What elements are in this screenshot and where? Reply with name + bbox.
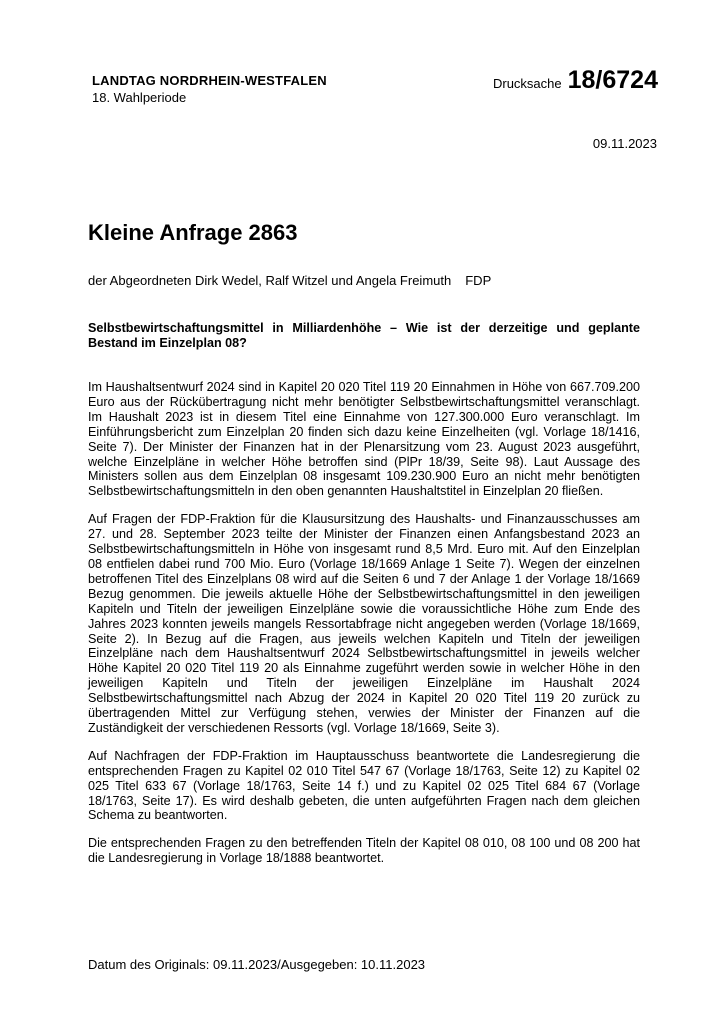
parliament-name: LANDTAG NORDRHEIN-WESTFALEN [92, 73, 327, 88]
paragraph: Die entsprechenden Fragen zu den betreffenden Titeln der Kapitel 08 010, 08 100 und 08 200 hat die Landesregierung in Vorlage 18/1888 beantwortet. [88, 836, 640, 866]
document-date: 09.11.2023 [592, 136, 657, 151]
paragraph: Auf Nachfragen der FDP-Fraktion im Hauptausschuss beantwortete die Landesregierung die entsprechenden Fragen zu Kapitel 02 010 Titel 547 67 (Vorlage 18/1763, Seite 12) zu Kapitel 02 025 Titel 633 67 (Vorlage 18/1763, Seite 14 f.) und zu Kapitel 02 025 Titel 684 67 (Vorlage 18/1763, Seite 17). Es wird deshalb gebeten, die unten aufgeführten Fragen nach dem gleichen Schema zu beantworten. [88, 748, 640, 823]
document-label: Drucksache [492, 76, 562, 91]
header-left [92, 72, 327, 106]
body-text [88, 380, 640, 879]
inquiry-subject: Selbstbewirtschaftungsmittel in Milliardenhöhe – Wie ist der derzeitige und geplante Bestand im Einzelplan 08? [88, 321, 640, 350]
authors-line [88, 273, 491, 288]
page-title: Kleine Anfrage 2863 [88, 220, 298, 245]
footer-dates: Datum des Originals: 09.11.2023/Ausgegeben: 10.11.2023 [88, 957, 426, 972]
party-name: FDP [465, 273, 492, 288]
paragraph: Auf Fragen der FDP-Fraktion für die Klausursitzung des Haushalts- und Finanzausschusses am 27. und 28. September 2023 teilte der Minister der Finanzen einen Anfangsbestand 2023 an Selbstbewirtschaftungsmitteln in Höhe von insgesamt rund 8,5 Mrd. Euro mit. Auf den Einzelplan 08 entfielen dabei rund 700 Mio. Euro (Vorlage 18/1669 Anlage 1 Seite 7). Wegen der einzelnen betroffenen Titel des Einzelplans 08 wird auf die Seiten 6 und 7 der Anlage 1 der Vorlage 18/1669 Bezug genommen. Die jeweils aktuelle Höhe der Selbstbewirtschaftungsmittel in den jeweiligen Kapiteln und Titeln der jeweiligen Einzelpläne sowie die voraussichtliche Höhe zum Ende des Jahres 2023 konnten jeweils mangels Ressortabfrage nicht angegeben werden (Vorlage 18/1669, Seite 2). In Bezug auf die Fragen, aus jeweils welchen Kapiteln und Titeln der jeweiligen Einzelpläne nach dem Haushaltsentwurf 2024 Selbstbewirtschaftungsmittel in jeweils welcher Höhe Kapitel 20 020 Titel 119 20 als Einnahme zugeführt werden sowie in welcher Höhe in den jeweiligen Kapiteln und Titeln der jeweiligen Einzelpläne im Haushalt 2024 Selbstbewirtschaftungsmittel nach Abzug der 2024 in Kapitel 20 020 Titel 119 20 zurück zu übertragenden Mittel zur Verfügung stehen, verwies der Minister der Finanzen auf die Zuständigkeit der verschiedenen Ressorts (vgl. Vorlage 18/1669, Seite 3). [88, 512, 640, 735]
authors-names: der Abgeordneten Dirk Wedel, Ralf Witzel und Angela Freimuth [88, 273, 452, 288]
header-right [493, 66, 658, 95]
legislative-period: 18. Wahlperiode [92, 90, 187, 105]
paragraph: Im Haushaltsentwurf 2024 sind in Kapitel 20 020 Titel 119 20 Einnahmen in Höhe von 667.709.200 Euro aus der Rückübertragung nicht mehr benötigter Selbstbewirtschaftungsmittel veranschlagt. Im Haushalt 2023 ist in diesem Titel eine Einnahme von 127.300.000 Euro veranschlagt. Im Einführungsbericht zum Einzelplan 20 finden sich dazu keine Einzelheiten (vgl. Vorlage 18/1416, Seite 7). Der Minister der Finanzen hat in der Plenarsitzung vom 23. August 2023 ausgeführt, welche Einzelpläne in welcher Höhe betroffen sind (PlPr 18/39, Seite 98). Laut Aussage des Ministers sollen aus dem Einzelplan 08 insgesamt 109.230.900 Euro an nicht mehr benötigten Selbstbewirtschaftungsmitteln in den oben genannten Haushaltstitel in Einzelplan 20 fließen. [88, 380, 640, 499]
document-number: 18/6724 [567, 66, 658, 94]
